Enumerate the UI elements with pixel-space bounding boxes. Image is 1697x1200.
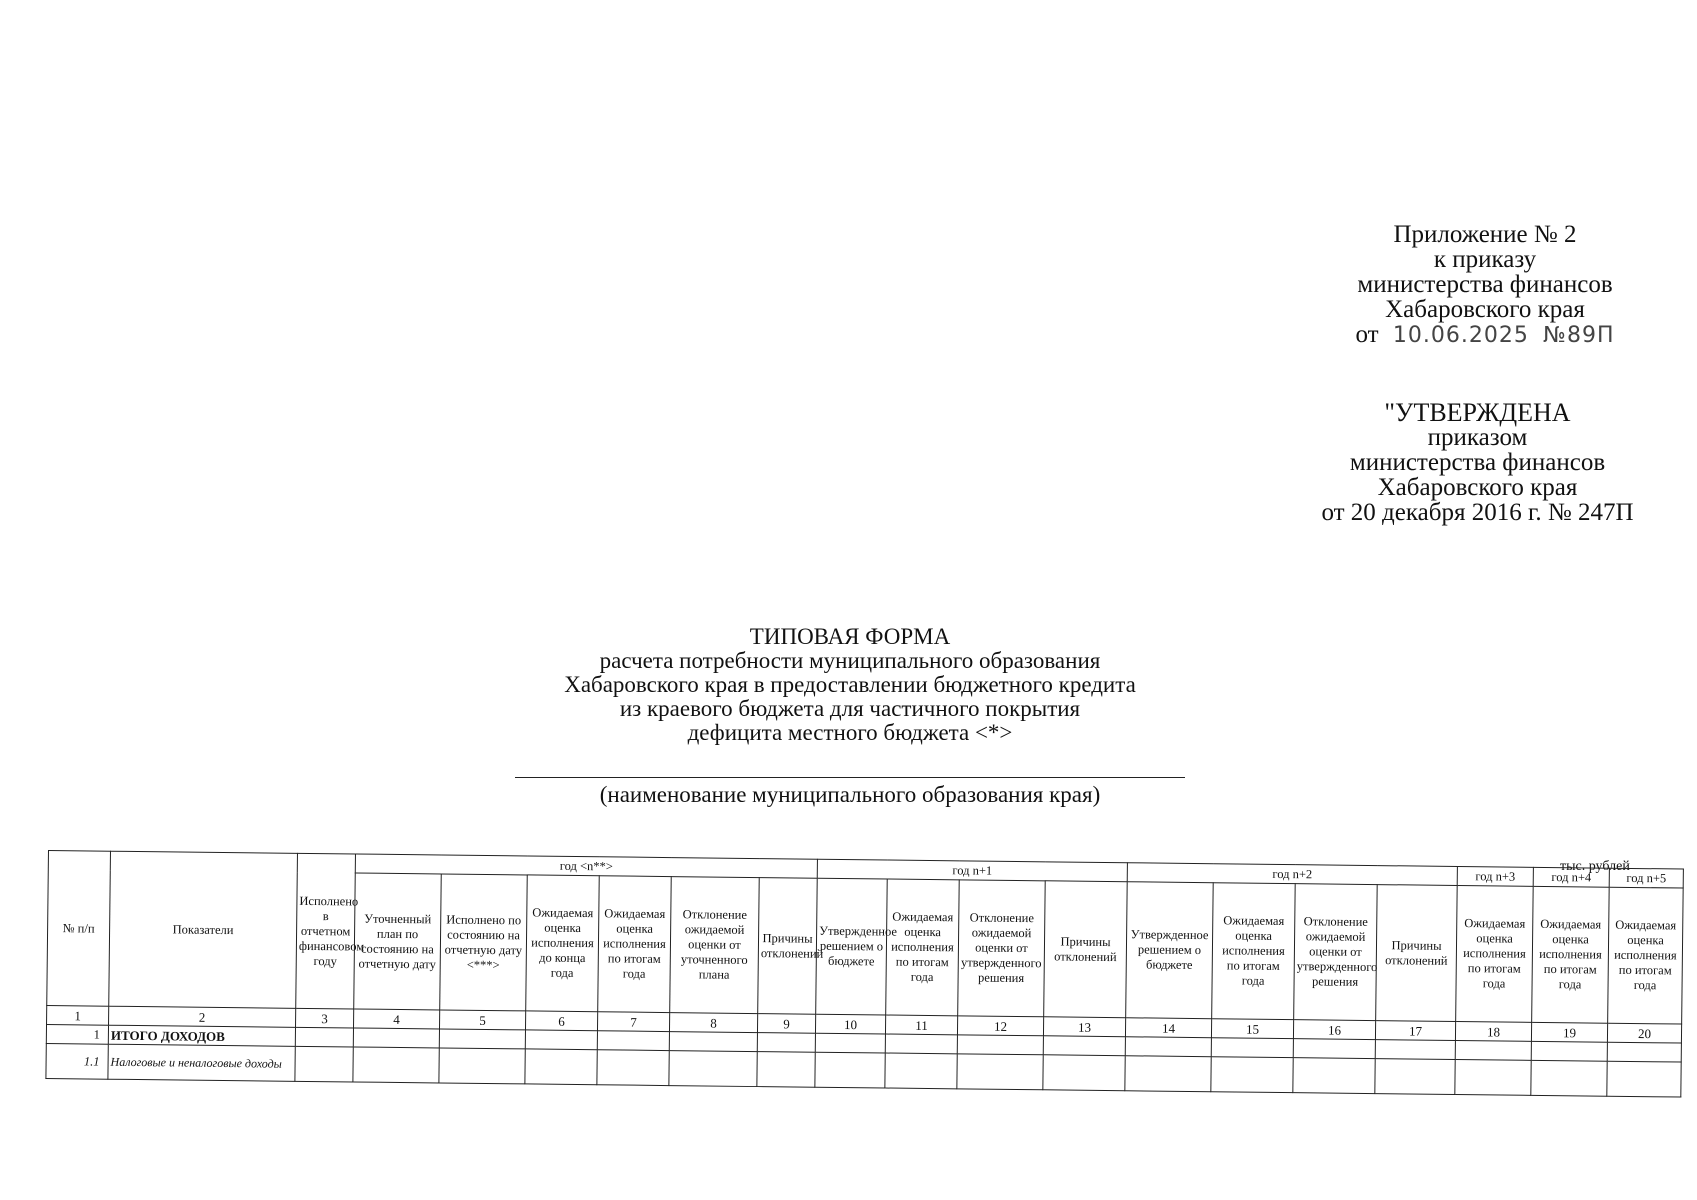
- column-number: 9: [757, 1014, 815, 1034]
- table-cell: [1607, 1042, 1681, 1062]
- table-cell: [1531, 1060, 1607, 1096]
- title-line: расчета потребности муниципального образования: [599, 648, 1101, 673]
- header-indicators: Показатели: [109, 851, 298, 1008]
- table-cell: [439, 1048, 525, 1084]
- column-header: Исполнено по состоянию на отчетную дату <***>: [440, 874, 528, 1011]
- column-number: 15: [1211, 1019, 1293, 1039]
- column-number: 14: [1125, 1018, 1211, 1038]
- annex-line: министерства финансов: [1357, 271, 1613, 298]
- column-number: 4: [354, 1009, 440, 1029]
- annex-line: к приказу: [1433, 246, 1537, 273]
- row-label: Налоговые и неналоговые доходы: [108, 1044, 295, 1081]
- header-no: № п/п: [47, 851, 111, 1007]
- approval-line: Хабаровского края: [1377, 474, 1578, 501]
- column-header: Ожидаемая оценка исполнения по итогам года: [886, 879, 960, 1016]
- approval-line: приказом: [1427, 424, 1528, 451]
- table-cell: [1293, 1039, 1375, 1059]
- annex-date-line: [1300, 322, 1670, 348]
- column-header: Утвержденное решением о бюджете: [816, 878, 888, 1015]
- municipality-name-line: [515, 777, 1185, 778]
- table-cell: [957, 1035, 1043, 1055]
- column-number: 2: [109, 1006, 296, 1027]
- column-number: 17: [1375, 1021, 1455, 1041]
- column-header: Ожидаемая оценка исполнения по итогам года: [1212, 883, 1296, 1020]
- table-cell: [1293, 1058, 1375, 1094]
- column-header: Ожидаемая оценка исполнения до конца года: [526, 875, 600, 1012]
- column-number: 8: [669, 1013, 757, 1033]
- annex-date-prefix: от: [1355, 321, 1379, 348]
- title-line: из краевого бюджета для частичного покрытия: [619, 696, 1081, 721]
- table-cell: [885, 1053, 957, 1089]
- table-cell: [1455, 1040, 1531, 1060]
- column-number: 16: [1293, 1020, 1375, 1040]
- group-year-n5: год n+5: [1609, 868, 1683, 888]
- table-cell: [1125, 1056, 1211, 1092]
- group-year-n4: год n+4: [1533, 867, 1609, 887]
- column-number: 12: [957, 1016, 1043, 1036]
- table-cell: [353, 1047, 439, 1083]
- form-title: [500, 625, 1200, 745]
- approval-line: министерства финансов: [1349, 449, 1606, 476]
- column-number: 20: [1607, 1023, 1681, 1043]
- column-header: Утвержденное решением о бюджете: [1126, 882, 1214, 1019]
- handwritten-number: №89П: [1543, 323, 1615, 348]
- column-header: Уточненный план по состоянию на отчетную дату: [354, 873, 442, 1010]
- column-number: 5: [439, 1010, 525, 1030]
- municipality-caption: (наименование муниципального образования края): [599, 782, 1101, 807]
- table-cell: [1607, 1061, 1681, 1097]
- table-cell: [757, 1033, 815, 1053]
- column-header: Отклонение ожидаемой оценки от утвержденного решения: [1294, 884, 1378, 1021]
- table-cell: [669, 1051, 757, 1087]
- column-header: Ожидаемая оценка исполнения по итогам года: [1608, 887, 1684, 1024]
- column-number: 18: [1455, 1021, 1531, 1041]
- table-cell: [295, 1046, 353, 1082]
- column-number: 3: [296, 1008, 354, 1028]
- table-cell: [815, 1033, 885, 1053]
- table-cell: [439, 1029, 525, 1049]
- approval-line: "УТВЕРЖДЕНА: [1384, 398, 1571, 427]
- table-cell: [1211, 1057, 1293, 1093]
- calculation-table: [45, 850, 1684, 1098]
- row-number: 1: [46, 1024, 108, 1044]
- column-header: Ожидаемая оценка исполнения по итогам года: [1456, 885, 1534, 1022]
- title-line: ТИПОВАЯ ФОРМА: [749, 624, 951, 649]
- table-cell: [597, 1050, 669, 1086]
- column-number: 6: [525, 1011, 597, 1031]
- table-cell: [1043, 1036, 1125, 1056]
- column-number: 10: [815, 1014, 885, 1034]
- table-cell: [525, 1049, 597, 1085]
- table-cell: [957, 1054, 1043, 1090]
- table-cell: [669, 1032, 757, 1052]
- annex-block: [1300, 222, 1670, 348]
- table-cell: [1043, 1055, 1125, 1091]
- table-cell: [597, 1031, 669, 1051]
- table-cell: [353, 1028, 439, 1048]
- annex-line: Хабаровского края: [1385, 296, 1585, 323]
- column-header: Отклонение ожидаемой оценки от уточненного плана: [670, 877, 760, 1014]
- column-number: 1: [47, 1005, 109, 1025]
- table-cell: [1531, 1041, 1607, 1061]
- table-cell: [1125, 1037, 1211, 1057]
- header-executed: Исполнено в отчетном финансовом году: [296, 853, 356, 1009]
- table-cell: [295, 1027, 353, 1047]
- column-number: 13: [1043, 1017, 1125, 1037]
- table-cell: [1375, 1040, 1455, 1060]
- table-cell: [525, 1030, 597, 1050]
- units-label: тыс. рублей: [1560, 859, 1630, 874]
- column-number: 11: [885, 1015, 957, 1035]
- column-header: Причины отклонений: [1376, 885, 1458, 1022]
- group-year-n: год <n**>: [355, 854, 817, 878]
- column-header: Ожидаемая оценка исполнения по итогам года: [1532, 886, 1610, 1023]
- handwritten-date: 10.06.2025: [1392, 323, 1529, 348]
- row-number: 1.1: [46, 1043, 108, 1079]
- column-number: 7: [597, 1012, 669, 1032]
- column-header: Причины отклонений: [1044, 881, 1128, 1018]
- table-cell: [1211, 1038, 1293, 1058]
- table-cell: [1455, 1059, 1531, 1095]
- group-year-n2: год n+2: [1127, 863, 1457, 886]
- title-line: дефицита местного бюджета <*>: [687, 720, 1013, 745]
- annex-line: Приложение № 2: [1393, 221, 1577, 248]
- column-header: Отклонение ожидаемой оценки от утвержденного решения: [958, 880, 1046, 1017]
- column-header: Ожидаемая оценка исполнения по итогам года: [598, 876, 672, 1013]
- table-cell: [1375, 1059, 1455, 1095]
- column-number: 19: [1531, 1022, 1607, 1042]
- group-year-n3: год n+3: [1457, 866, 1533, 886]
- approval-line: от 20 декабря 2016 г. № 247П: [1321, 499, 1634, 526]
- approval-block: [1285, 400, 1670, 525]
- row-label: ИТОГО ДОХОДОВ: [108, 1025, 295, 1046]
- table-cell: [757, 1052, 815, 1088]
- table-cell: [885, 1034, 957, 1054]
- column-header: Причины отклонений: [758, 878, 818, 1015]
- table-cell: [815, 1052, 885, 1088]
- group-year-n1: год n+1: [817, 859, 1127, 882]
- title-line: Хабаровского края в предоставлении бюджетного кредита: [564, 672, 1136, 697]
